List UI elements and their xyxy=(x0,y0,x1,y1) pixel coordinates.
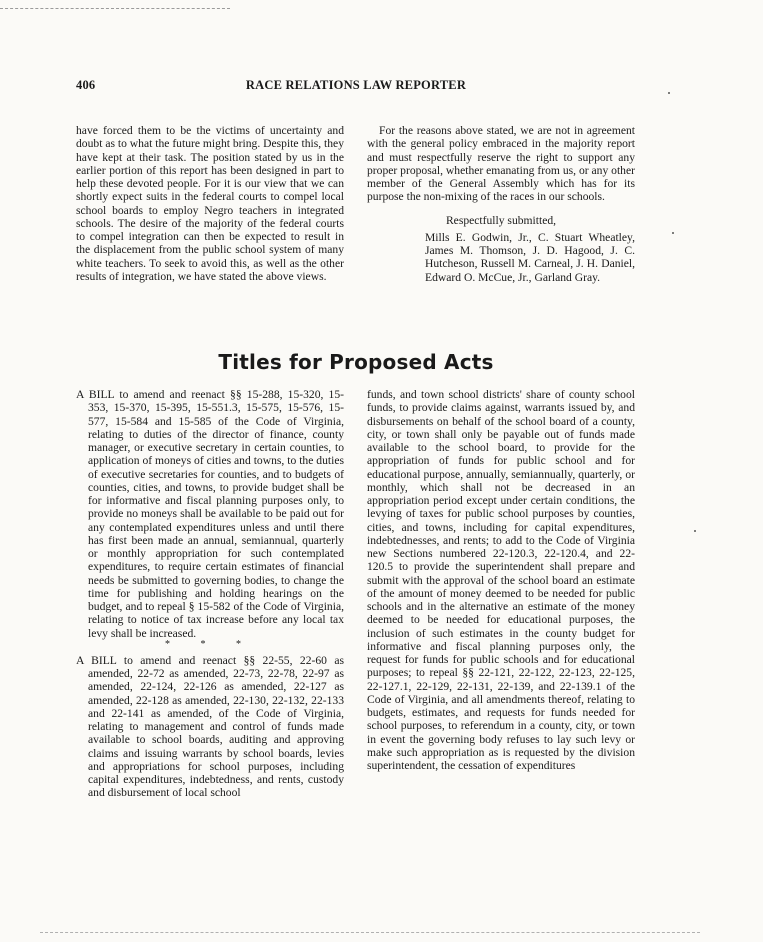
page-number: 406 xyxy=(76,78,96,92)
top-dashed-edge xyxy=(0,8,230,9)
section-separator: * * * xyxy=(165,638,255,650)
bill-two: A BILL to amend and reenact §§ 22-55, 22-60 as amended, 22-72 as amended, 22-73, 22-78, 22-97 as amended, 22-124, 22-126 as amended, 22-127 as amended, 22-128 as amended, 22-130, 22-132, 22-133 and 22-141 as amended, of the Code of Virginia, relating to management and control of funds made available to school boards, auditing and approving claims and issuing warrants by school boards, levies and appropriations for school purposes, including capital expenditures, indebtedness, and rents, custody and disbursement of local school xyxy=(76,653,344,800)
top-left-paragraph: have forced them to be the victims of uncertainty and doubt as to what the future might bring. Despite this, they have kept at their task. The position stated by us in the earlier portion of this report has been designed in part to help these devoted people. For it is our view that we can shortly expect suits in the federal courts to compel local school boards to employ Negro teachers in integrated schools. The desire of the majority of the federal courts to compel integration can then be expected to result in the displacement from the public school system of many white teachers. To seek to avoid this, as well as the other results of integration, we have stated the above views. xyxy=(76,124,344,283)
page-header xyxy=(76,78,636,94)
top-right-paragraph: For the reasons above stated, we are not in agreement with the general policy embraced in the majority report and must respectfully reserve the right to support any proper proposal, whether emanating from us, or any other member of the General Assembly which has for its purpose the non-mixing of the races in our schools. xyxy=(367,124,635,204)
section-title: Titles for Proposed Acts xyxy=(218,350,494,374)
top-left-column xyxy=(76,124,344,283)
bill-two-continued: funds, and town school districts' share of county school funds, to provide claims against, warrants issued by, and disbursements on behalf of the school board of a county, city, or town shall only be payable out of funds made available to the school board, to provide for the appropriation of funds for public school and for educational purpose, annually, semiannually, quarterly, or monthly, which shall not be decreased in an appropriation period except under certain conditions, the levying of taxes for public school purposes by counties, cities, and towns, including for capital expenditures, indebtednesses, and rents; to add to the Code of Virginia new Sections numbered 22-120.3, 22-120.4, and 22-120.5 to provide the superintendent shall prepare and submit with the approval of the school board an estimate of the amount of money deemed to be needed for public schools and in the alternative an estimate of the money deemed to be needed for educational purposes, the inclusion of such estimates in the county budget for informative and fiscal planning purposes only, the request for funds for public schools and for educational purposes; to repeal §§ 22-121, 22-122, 22-123, 22-125, 22-127.1, 22-129, 22-131, 22-139, and 22-139.1 of the Code of Virginia, and all amendments thereof, relating to budgets, estimates, and requests for funds needed for school purposes, to referendum in a county, city, or town in event the governing body refuses to lay such levy or make such appropriation as is requested by the division superintendent, the cessation of expenditures xyxy=(367,388,635,772)
running-title: RACE RELATIONS LAW REPORTER xyxy=(245,78,467,92)
signers-list: Mills E. Godwin, Jr., C. Stuart Wheatley, James M. Thomson, J. D. Hagood, J. C. Hutcheson, Russell M. Carneal, J. H. Daniel, Edward O. McCue, Jr., Garland Gray. xyxy=(425,230,635,284)
scan-speck xyxy=(668,92,670,94)
scan-speck xyxy=(694,530,696,532)
bottom-dashed-edge xyxy=(40,932,700,933)
bill-one: A BILL to amend and reenact §§ 15-288, 15-320, 15-353, 15-370, 15-395, 15-551.3, 15-575, 15-576, 15-577, 15-584 and 15-585 of the Code of Virginia, relating to duties of the director of finance, county manager, or executive secretary in certain counties, to application of moneys of cities and towns, to the duties of executive secretaries for counties, and to budgets of counties, cities, and towns, to provide budget shall be for informative and fiscal planning purposes only, to provide no moneys shall be available to be paid out for any contemplated expenditures unless and until there has first been made an annual, semiannual, quarterly or monthly appropriation for such contemplated expenditures, to require certain estimates of financial needs be submitted to governing bodies, to change the time for publishing and holding hearings on the budget, and to repeal § 15-582 of the Code of Virginia, relating to notice of tax increase before any local tax levy shall be increased. xyxy=(76,388,344,640)
bottom-right-column xyxy=(367,388,635,772)
top-right-column xyxy=(367,124,635,284)
bottom-left-column xyxy=(76,388,344,800)
scan-speck xyxy=(672,232,674,234)
signoff: Respectfully submitted, xyxy=(445,213,557,227)
